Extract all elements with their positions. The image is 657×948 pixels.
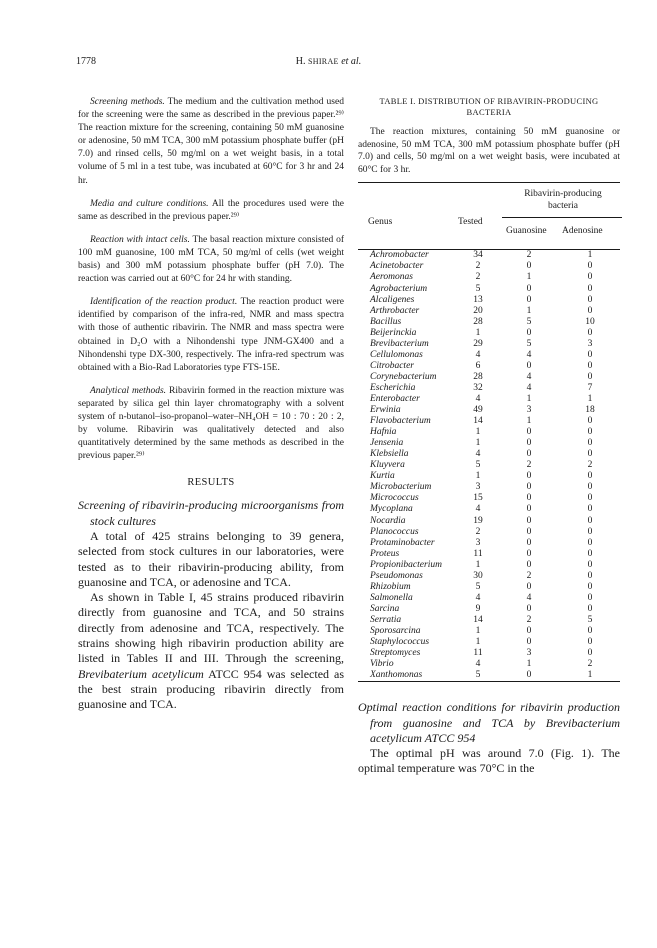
table-row <box>358 372 620 383</box>
adenosine-cell: 3 <box>587 338 593 349</box>
adenosine-cell: 0 <box>587 603 593 614</box>
adenosine-cell: 1 <box>587 393 593 404</box>
adenosine-cell: 0 <box>587 427 593 438</box>
tested-cell: 20 <box>473 305 483 316</box>
guanosine-cell: 0 <box>526 327 532 338</box>
adenosine-cell: 0 <box>587 504 593 515</box>
genus-cell: Pseudomonas <box>370 570 423 581</box>
table-row <box>358 328 620 339</box>
table-row <box>358 306 620 317</box>
table-row <box>358 405 620 416</box>
table-row <box>358 670 620 681</box>
tested-cell: 9 <box>475 603 481 614</box>
genus-cell: Protaminobacter <box>370 537 435 548</box>
table-row <box>358 482 620 493</box>
screening-subheading: Screening of ribavirin-producing microorganisms from stock cultures <box>78 498 344 528</box>
tested-cell: 4 <box>475 393 481 404</box>
adenosine-cell: 2 <box>587 460 593 471</box>
guanosine-cell: 0 <box>526 515 532 526</box>
guanosine-cell: 0 <box>526 360 532 371</box>
tested-cell: 5 <box>475 460 481 471</box>
genus-cell: Propionibacterium <box>370 559 442 570</box>
table-row <box>358 637 620 648</box>
adenosine-cell: 0 <box>587 637 593 648</box>
table-row <box>358 416 620 427</box>
header-adenosine: Adenosine <box>562 226 603 237</box>
distribution-table <box>358 250 620 681</box>
tested-cell: 1 <box>475 471 481 482</box>
results-paragraph-2: As shown in Table I, 45 strains produced ribavirin directly from guanosine and TCA, and 50 strains directly from adenosine and TCA, respectively. The strains showing high ribavirin production ability are listed in Tables II and III. Through the screening, Brevibaterium acetylicum ATCC 954 was selected as the best strain producing ribavirin directly from guanosine and TCA. <box>78 590 345 712</box>
tested-cell: 5 <box>475 670 481 681</box>
table-row <box>358 615 620 626</box>
guanosine-cell: 1 <box>526 305 532 316</box>
table-row <box>358 261 620 272</box>
adenosine-cell: 0 <box>587 526 593 537</box>
genus-cell: Vibrio <box>370 659 394 670</box>
table-row <box>358 383 620 394</box>
table-row <box>358 361 620 372</box>
tested-cell: 2 <box>475 526 481 537</box>
screening-methods-paragraph: Screening methods. The medium and the cultivation method used for the screening were the same as described in the previous paper.²⁹⁾ The reaction mixture for the screening, containing 50 mM guanosine or adenosine, 50 mM TCA, 300 mM potassium phosphate buffer (pH 7.0) and rinsed cells, 50 mg/ml on a wet weight basis, in a total volume of 5 ml in a test tube, was incubated at 60°C for 3 hr and 24 hr. <box>78 97 344 186</box>
tested-cell: 1 <box>475 327 481 338</box>
guanosine-cell: 5 <box>526 316 532 327</box>
tested-cell: 11 <box>473 548 483 559</box>
genus-cell: Nocardia <box>370 515 406 526</box>
adenosine-cell: 0 <box>587 570 593 581</box>
table-row <box>358 648 620 659</box>
guanosine-cell: 0 <box>526 637 532 648</box>
guanosine-cell: 1 <box>526 659 532 670</box>
genus-cell: Kluyvera <box>370 460 405 471</box>
guanosine-cell: 0 <box>526 581 532 592</box>
table-row <box>358 317 620 328</box>
tested-cell: 29 <box>473 338 483 349</box>
tested-cell: 4 <box>475 349 481 360</box>
table-row <box>358 549 620 560</box>
guanosine-cell: 4 <box>526 592 532 603</box>
table-row <box>358 604 620 615</box>
adenosine-cell: 0 <box>587 482 593 493</box>
table-row <box>358 350 620 361</box>
guanosine-cell: 2 <box>526 460 532 471</box>
tested-cell: 32 <box>473 382 483 393</box>
media-paragraph: Media and culture conditions. All the procedures used were the same as described in the previous paper.²⁹⁾ <box>78 198 344 222</box>
adenosine-cell: 0 <box>587 515 593 526</box>
tested-cell: 30 <box>473 570 483 581</box>
genus-cell: Achromobacter <box>370 250 429 261</box>
adenosine-cell: 0 <box>587 625 593 636</box>
guanosine-cell: 1 <box>526 272 532 283</box>
tested-cell: 1 <box>475 438 481 449</box>
tested-cell: 5 <box>475 283 481 294</box>
right-column <box>358 96 620 777</box>
adenosine-cell: 2 <box>587 659 593 670</box>
tested-cell: 1 <box>475 625 481 636</box>
table-row <box>358 284 620 295</box>
table-row <box>358 571 620 582</box>
table-row <box>358 504 620 515</box>
running-header: H. SHIRAE et al. <box>295 56 362 67</box>
intact-cells-paragraph: Reaction with intact cells. The basal reaction mixture consisted of 100 mM guanosine, 100 mM TCA, 50 mg/ml of cells (wet weight basis) and 300 mM potassium phosphate buffer (pH 7.0). The reaction was carried out at 60°C for 24 hr with standing. <box>78 234 344 285</box>
guanosine-cell: 3 <box>526 648 532 659</box>
genus-cell: Sarcina <box>370 603 400 614</box>
guanosine-cell: 2 <box>526 250 532 261</box>
genus-cell: Escherichia <box>370 382 416 393</box>
adenosine-cell: 0 <box>587 349 593 360</box>
header-group-line1: Ribavirin-producing <box>524 189 602 200</box>
tested-cell: 19 <box>473 515 483 526</box>
adenosine-cell: 18 <box>585 405 595 416</box>
tested-cell: 2 <box>475 261 481 272</box>
genus-cell: Brevibacterium <box>370 338 429 349</box>
adenosine-cell: 0 <box>587 416 593 427</box>
guanosine-cell: 0 <box>526 537 532 548</box>
table-row <box>358 460 620 471</box>
optimal-conditions-subheading: Optimal reaction conditions for ribavirin production from guanosine and TCA by Brevibacterium acetylicum ATCC 954 <box>358 700 620 745</box>
genus-cell: Proteus <box>370 548 400 559</box>
tested-cell: 1 <box>475 559 481 570</box>
genus-cell: Streptomyces <box>370 648 421 659</box>
results-paragraph-1: A total of 425 strains belonging to 39 genera, selected from stock cultures in our laboratories, were tested as to their ribavirin-producing ability, from guanosine and TCA, or adenosine and TCA. <box>78 528 344 589</box>
table-row <box>358 626 620 637</box>
guanosine-cell: 0 <box>526 449 532 460</box>
adenosine-cell: 0 <box>587 493 593 504</box>
genus-cell: Cellulomonas <box>370 349 423 360</box>
analytical-methods-paragraph: Analytical methods. Ribavirin formed in the reaction mixture was separated by silica gel thin layer chromatography with a solvent system of n-butanol–iso-propanol–water–NH₄OH = 10 : 70 : 20 : 2, by volume. Ribavirin was qualitatively detected and also quantitatively determined by the same methods as described in the previous paper.²⁹⁾ <box>78 385 344 462</box>
genus-cell: Beijerinckia <box>370 327 417 338</box>
tested-cell: 4 <box>475 504 481 515</box>
table-row <box>358 427 620 438</box>
genus-cell: Citrobacter <box>370 360 414 371</box>
tested-cell: 4 <box>475 592 481 603</box>
table-header <box>358 183 620 249</box>
genus-cell: Corynebacterium <box>370 371 437 382</box>
table-row <box>358 272 620 283</box>
guanosine-cell: 4 <box>526 382 532 393</box>
adenosine-cell: 0 <box>587 327 593 338</box>
guanosine-cell: 0 <box>526 625 532 636</box>
genus-cell: Microbacterium <box>370 482 432 493</box>
adenosine-cell: 7 <box>587 382 593 393</box>
table-note: The reaction mixtures, containing 50 mM guanosine or adenosine, 50 mM TCA, 300 mM potassium phosphate buffer (pH 7.0) and cells, 50 mg/ml on a wet weight basis, were incubated at 60°C for 3 hr. <box>358 127 620 175</box>
tested-cell: 28 <box>473 316 483 327</box>
header-tested: Tested <box>458 217 483 228</box>
genus-cell: Serratia <box>370 614 402 625</box>
genus-cell: Enterobacter <box>370 393 420 404</box>
adenosine-cell: 0 <box>587 449 593 460</box>
table-row <box>358 538 620 549</box>
tested-cell: 14 <box>473 614 483 625</box>
table-bottom-rule <box>358 681 620 682</box>
identification-paragraph: Identification of the reaction product. The reaction product were identified by comparison of the infra-red, NMR and mass spectra with those of authentic ribavirin. The NMR and mass spectra were obtained in D₂O with a Nihondenshi type JNM-GX400 and a Nihondenshi type DX-300, respectively. The infra-red spectrum was obtained with a Bio-Rad Laboratories type FTS-15E. <box>78 297 345 373</box>
adenosine-cell: 0 <box>587 283 593 294</box>
genus-cell: Sporosarcina <box>370 625 421 636</box>
guanosine-cell: 3 <box>526 405 532 416</box>
adenosine-cell: 0 <box>587 305 593 316</box>
table-row <box>358 449 620 460</box>
guanosine-cell: 0 <box>526 427 532 438</box>
guanosine-cell: 0 <box>526 482 532 493</box>
adenosine-cell: 0 <box>587 360 593 371</box>
table-row <box>358 582 620 593</box>
genus-cell: Hafnia <box>370 427 397 438</box>
page-number: 1778 <box>76 56 96 67</box>
guanosine-cell: 0 <box>526 603 532 614</box>
tested-cell: 6 <box>475 360 481 371</box>
header-guanosine: Guanosine <box>506 226 547 237</box>
tested-cell: 4 <box>475 659 481 670</box>
adenosine-cell: 1 <box>587 250 593 261</box>
genus-cell: Alcaligenes <box>370 294 415 305</box>
table-row <box>358 295 620 306</box>
genus-cell: Aeromonas <box>370 272 413 283</box>
adenosine-cell: 0 <box>587 648 593 659</box>
tested-cell: 49 <box>473 405 483 416</box>
genus-cell: Mycoplana <box>370 504 413 515</box>
table-row <box>358 659 620 670</box>
header-group-rule <box>502 217 622 218</box>
guanosine-cell: 2 <box>526 614 532 625</box>
tested-cell: 1 <box>475 637 481 648</box>
adenosine-cell: 0 <box>587 559 593 570</box>
guanosine-cell: 0 <box>526 493 532 504</box>
adenosine-cell: 0 <box>587 471 593 482</box>
adenosine-cell: 1 <box>587 670 593 681</box>
genus-cell: Jensenia <box>370 438 404 449</box>
tested-cell: 3 <box>475 482 481 493</box>
tested-cell: 5 <box>475 581 481 592</box>
guanosine-cell: 0 <box>526 261 532 272</box>
guanosine-cell: 0 <box>526 438 532 449</box>
tested-cell: 13 <box>473 294 483 305</box>
guanosine-cell: 1 <box>526 416 532 427</box>
guanosine-cell: 0 <box>526 283 532 294</box>
tested-cell: 11 <box>473 648 483 659</box>
adenosine-cell: 0 <box>587 548 593 559</box>
genus-cell: Salmonella <box>370 592 413 603</box>
table-row <box>358 516 620 527</box>
optimal-conditions-text: The optimal pH was around 7.0 (Fig. 1). The optimal temperature was 70°C in the <box>358 746 620 776</box>
guanosine-cell: 4 <box>526 349 532 360</box>
adenosine-cell: 0 <box>587 537 593 548</box>
genus-cell: Kurtia <box>370 471 395 482</box>
table-row <box>358 493 620 504</box>
guanosine-cell: 0 <box>526 548 532 559</box>
results-heading: RESULTS <box>187 477 235 489</box>
genus-cell: Erwinia <box>370 405 401 416</box>
adenosine-cell: 0 <box>587 438 593 449</box>
table-row <box>358 438 620 449</box>
genus-cell: Arthrobacter <box>370 305 420 316</box>
tested-cell: 15 <box>473 493 483 504</box>
table-title: TABLE I. DISTRIBUTION OF RIBAVIRIN-PRODUCING BACTERIA <box>379 96 599 117</box>
tested-cell: 34 <box>473 250 483 261</box>
adenosine-cell: 0 <box>587 581 593 592</box>
guanosine-cell: 0 <box>526 526 532 537</box>
adenosine-cell: 0 <box>587 294 593 305</box>
guanosine-cell: 0 <box>526 504 532 515</box>
guanosine-cell: 5 <box>526 338 532 349</box>
adenosine-cell: 0 <box>587 261 593 272</box>
genus-cell: Planococcus <box>370 526 419 537</box>
left-column <box>78 96 344 713</box>
table-row <box>358 250 620 261</box>
genus-cell: Staphylococcus <box>370 637 430 648</box>
guanosine-cell: 2 <box>526 570 532 581</box>
adenosine-cell: 10 <box>585 316 595 327</box>
tested-cell: 1 <box>475 427 481 438</box>
adenosine-cell: 5 <box>587 614 593 625</box>
adenosine-cell: 0 <box>587 371 593 382</box>
genus-cell: Micrococcus <box>370 493 419 504</box>
tested-cell: 3 <box>475 537 481 548</box>
guanosine-cell: 0 <box>526 471 532 482</box>
genus-cell: Rhizobium <box>370 581 411 592</box>
table-row <box>358 394 620 405</box>
table-row <box>358 527 620 538</box>
adenosine-cell: 0 <box>587 272 593 283</box>
table-row <box>358 560 620 571</box>
guanosine-cell: 4 <box>526 371 532 382</box>
genus-cell: Bacillus <box>370 316 402 327</box>
genus-cell: Acinetobacter <box>370 261 424 272</box>
tested-cell: 4 <box>475 449 481 460</box>
tested-cell: 14 <box>473 416 483 427</box>
table-row <box>358 339 620 350</box>
tested-cell: 28 <box>473 371 483 382</box>
guanosine-cell: 0 <box>526 294 532 305</box>
table-row <box>358 471 620 482</box>
guanosine-cell: 0 <box>526 670 532 681</box>
genus-cell: Agrobacterium <box>370 283 428 294</box>
header-group-line2: bacteria <box>547 201 579 212</box>
genus-cell: Flavobacterium <box>370 416 431 427</box>
table-row <box>358 593 620 604</box>
header-genus: Genus <box>368 217 393 228</box>
guanosine-cell: 0 <box>526 559 532 570</box>
genus-cell: Xanthomonas <box>370 670 423 681</box>
genus-cell: Klebsiella <box>370 449 409 460</box>
guanosine-cell: 1 <box>526 393 532 404</box>
adenosine-cell: 0 <box>587 592 593 603</box>
tested-cell: 2 <box>475 272 481 283</box>
